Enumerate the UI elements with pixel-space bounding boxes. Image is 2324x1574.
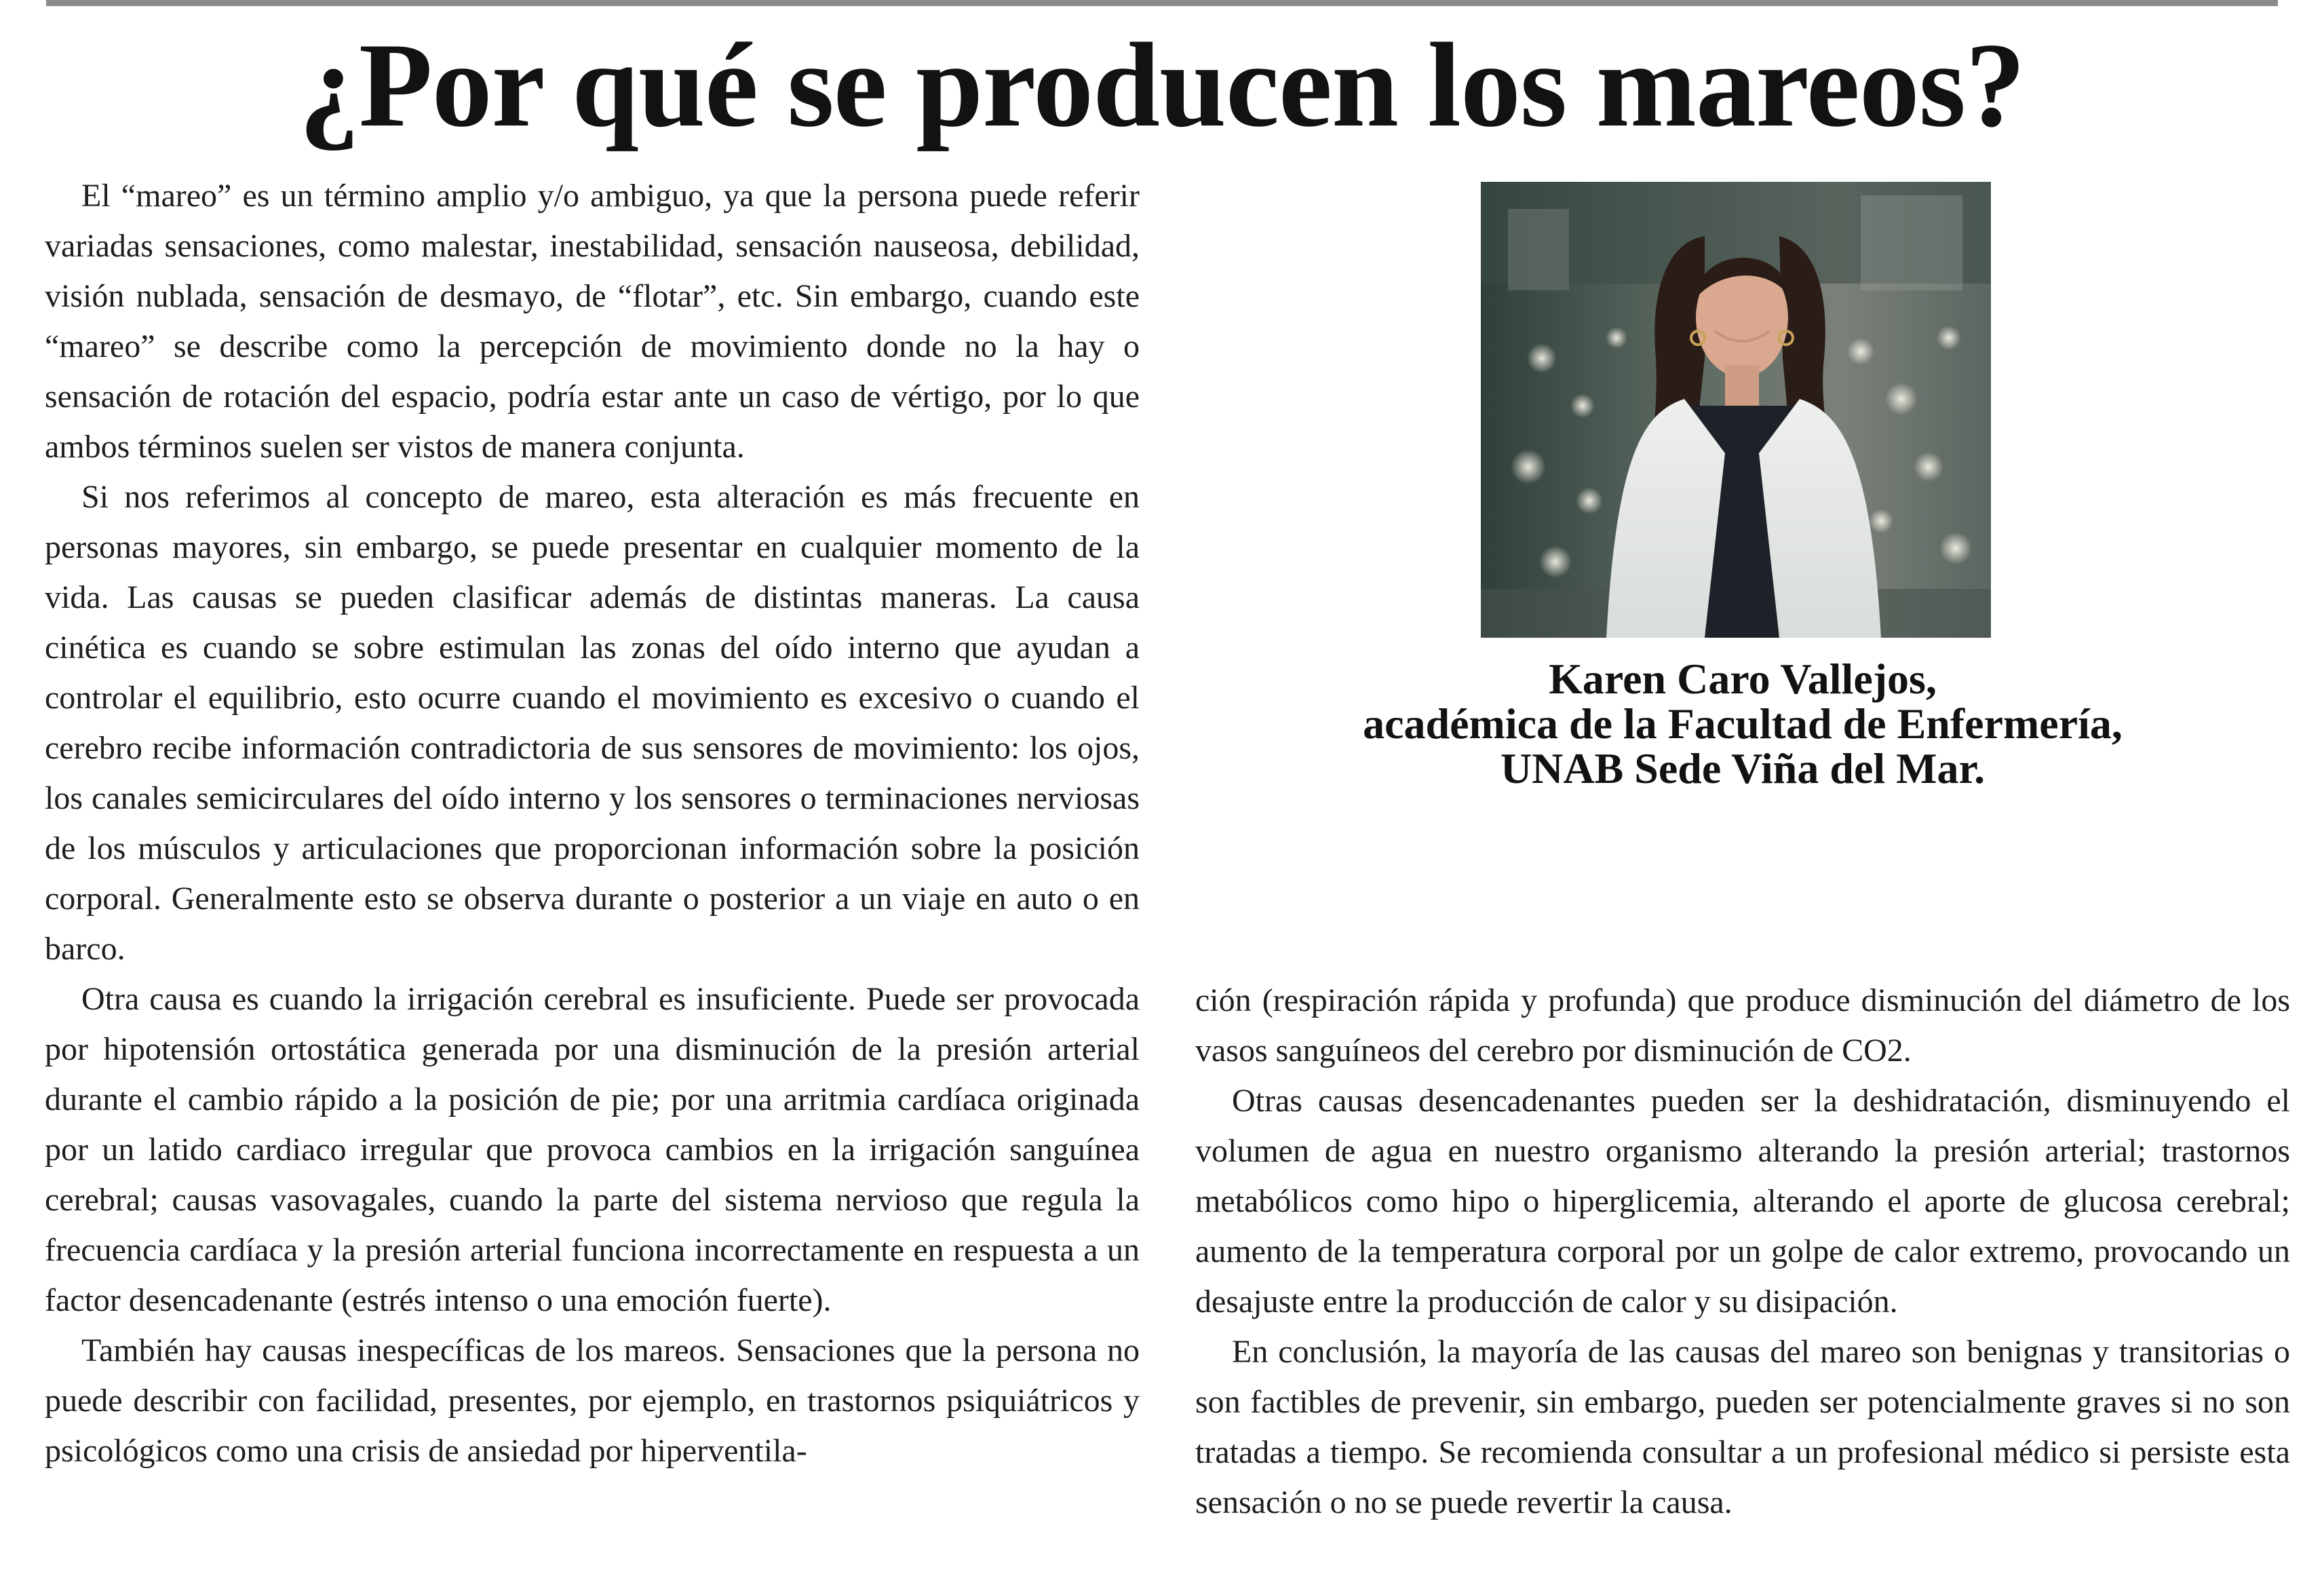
left-paragraph-3: Otra causa es cuando la irrigación cerebral es insuficiente. Puede ser provocada por hipotensión ortostática generada por una disminución de la presión arterial durante el cambio rápido a la posición de pie; por una arritmia cardíaca originada por un latido cardiaco irregular que provoca cambios en la irrigación sanguínea cerebral; causas vasovagales, cuando la parte del sistema nervioso que regula la frecuencia cardíaca y la presión arterial funciona incorrectamente en respuesta a un factor desencadenante (estrés intenso o una emoción fuerte). bbox=[45, 981, 1140, 1318]
left-paragraph-2: Si nos referimos al concepto de mareo, esta alteración es más frecuente en personas mayores, sin embargo, se puede presentar en cualquier momento de la vida. Las causas se pueden clasificar además de distintas maneras. La causa cinética es cuando se sobre estimulan las zonas del oído interno que ayudan a controlar el equilibrio, esto ocurre cuando el movimiento es excesivo o cuando el cerebro recibe información contradictoria de sus sensores de movimiento: los ojos, los canales semicirculares del oído interno y los sensores o terminaciones nerviosas de los músculos y articulaciones que proporcionan información sobre la posición corporal. Generalmente esto se observa durante o posterior a un viaje en auto o en barco. bbox=[45, 479, 1140, 967]
right-paragraph-2: Otras causas desencadenantes pueden ser la deshidratación, disminuyendo el volumen de agua en nuestro organismo alterando la presión arterial; trastornos metabólicos como hipo o hiperglicemia, alterando el aporte de glucosa cerebral; aumento de la temperatura corporal por un golpe de calor extremo, provocando un desajuste entre la producción de calor y su disipación. bbox=[1195, 1083, 2290, 1320]
caption-institution: UNAB Sede Viña del Mar. bbox=[1500, 744, 1986, 792]
right-column bbox=[1195, 976, 2290, 1528]
left-paragraph-4: También hay causas inespecíficas de los mareos. Sensaciones que la persona no puede describir con facilidad, presentes, por ejemplo, en trastornos psiquiátricos y psicológicos como una crisis de ansiedad por hiperventila- bbox=[45, 1332, 1140, 1469]
right-paragraph-1: ción (respiración rápida y profunda) que produce disminución del diámetro de los vasos sanguíneos del cerebro por disminución de CO2. bbox=[1195, 982, 2290, 1069]
left-column bbox=[45, 171, 1140, 1476]
article-title: ¿Por qué se producen los mareos? bbox=[298, 18, 2026, 152]
left-paragraph-1: El “mareo” es un término amplio y/o ambiguo, ya que la persona puede referir variadas sensaciones, como malestar, inestabilidad, sensación nauseosa, debilidad, visión nublada, sensación de desmayo, de “flotar”, etc. Sin embargo, cuando este “mareo” se describe como la percepción de movimiento donde no la hay o sensación de rotación del espacio, podría estar ante un caso de vértigo, por lo que ambos términos suelen ser vistos de manera conjunta. bbox=[45, 178, 1140, 465]
top-rule bbox=[46, 0, 2278, 6]
caption-name: Karen Caro Vallejos, bbox=[1549, 655, 1937, 703]
photo-caption bbox=[1195, 657, 2290, 791]
right-paragraph-3: En conclusión, la mayoría de las causas del mareo son benignas y transitorias o son factibles de prevenir, sin embargo, pueden ser potencialmente graves si no son tratadas a tiempo. Se recomienda consultar a un profesional médico si persiste esta sensación o no se puede revertir la causa. bbox=[1195, 1334, 2290, 1520]
caption-role: académica de la Facultad de Enfermería, bbox=[1363, 699, 2123, 748]
author-photo bbox=[1481, 182, 1991, 638]
